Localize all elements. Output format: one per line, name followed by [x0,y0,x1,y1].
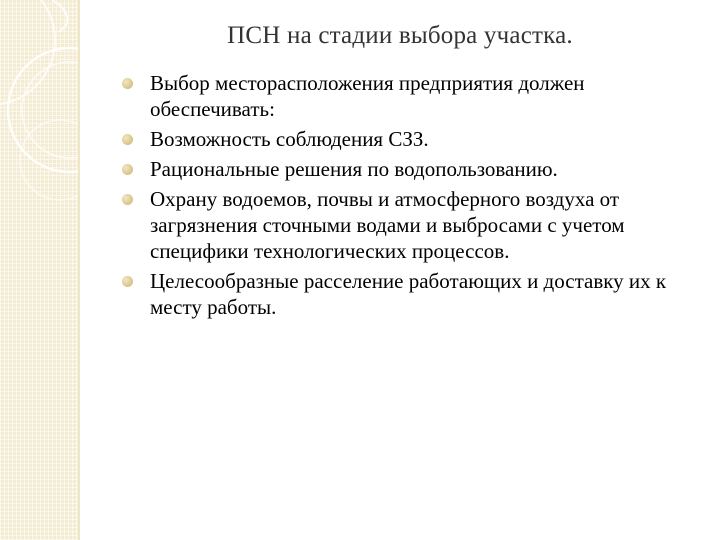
bullet-dot-icon [122,276,133,287]
list-item [120,156,710,182]
list-item [120,70,710,122]
ornament-circles-icon [0,0,80,540]
list-item [120,186,710,264]
bullet-dot-icon [122,78,133,89]
bullet-dot-icon [122,194,133,205]
strip-edge [78,0,80,540]
bullet-text: Целесообразные расселение работающих и доставку их к месту работы. [150,269,667,319]
bullet-dot-icon [122,134,133,145]
bullet-dot-icon [122,164,133,175]
bullet-text: Возможность соблюдения СЗЗ. [150,127,429,151]
bullet-list [120,70,710,324]
decorative-side-strip [0,0,80,540]
bullet-text: Выбор месторасположения предприятия должен обеспечивать: [150,71,585,121]
bullet-text: Охрану водоемов, почвы и атмосферного воздуха от загрязнения сточными водами и выбросами с учетом специфики технологических процессов. [150,187,625,263]
slide-title: ПСН на стадии выбора участка. [227,22,573,49]
bullet-text: Рациональные решения по водопользованию. [150,157,558,181]
list-item [120,268,710,320]
list-item [120,126,710,152]
